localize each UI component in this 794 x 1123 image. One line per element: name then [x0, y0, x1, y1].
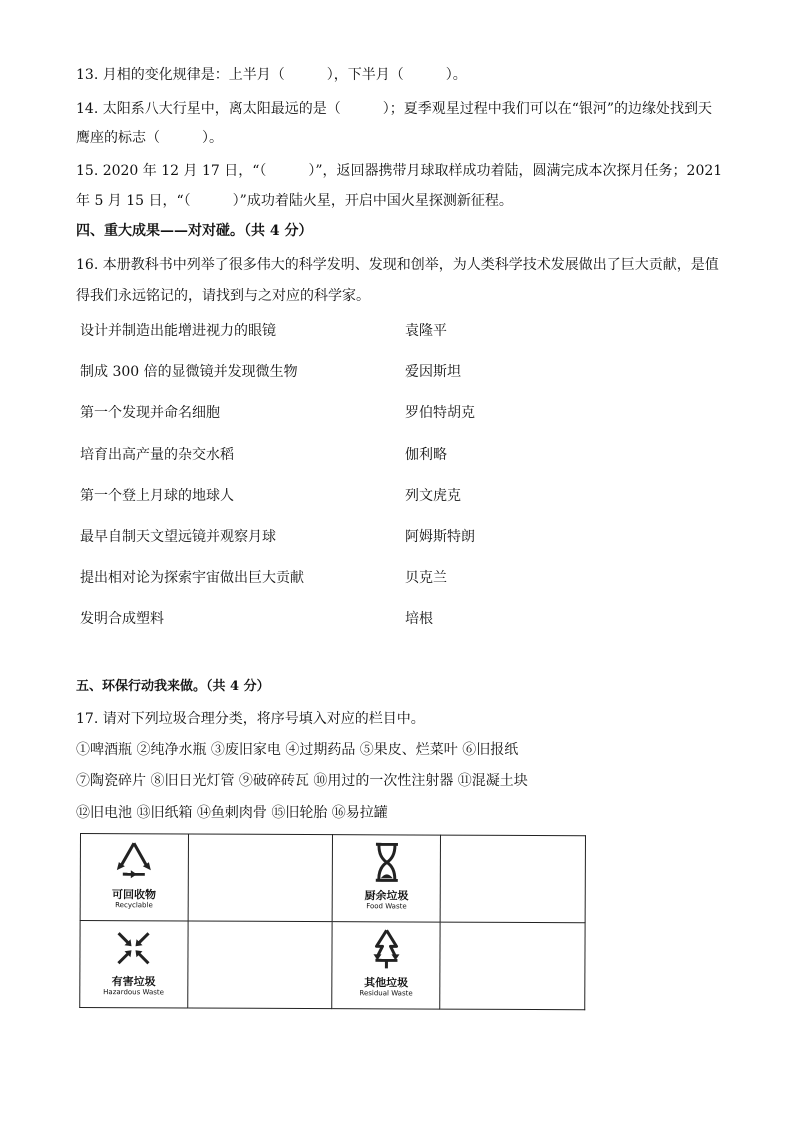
recyclable-header-cell: [80, 834, 188, 921]
achievement-item: 第一个发现并命名细胞: [80, 405, 220, 421]
residual-label: 其他垃圾: [364, 976, 409, 990]
recycle-icon: [111, 838, 157, 884]
section-4-heading: 四、重大成果——对对碰。（共 4 分）: [76, 223, 313, 239]
question-14-line-2: 鹰座的标志（ ）。: [76, 130, 223, 146]
achievement-item: 第一个登上月球的地球人: [80, 488, 234, 504]
waste-items-line-1: ①啤酒瓶 ②纯净水瓶 ③废旧家电 ④过期药品 ⑤果皮、烂菜叶 ⑥旧报纸: [76, 742, 519, 758]
scientist-item: 阿姆斯特朗: [405, 529, 475, 545]
hazardous-header-cell: [80, 921, 188, 1008]
residual-header-cell: [332, 922, 440, 1009]
food-waste-answer-cell[interactable]: [440, 835, 585, 923]
scientist-item: 罗伯特胡克: [405, 405, 475, 421]
hazardous-label-en: Hazardous Waste: [103, 988, 164, 997]
residual-icon: [363, 926, 409, 972]
achievement-item: 最早自制天文望远镜并观察月球: [80, 529, 276, 545]
achievement-item: 设计并制造出能增进视力的眼镜: [80, 323, 276, 339]
question-14-line-1: 14. 太阳系八大行星中，离太阳最远的是（ ）；夏季观星过程中我们可以在“银河”的边缘处找到天: [76, 101, 713, 117]
question-16-line-1: 16. 本册教科书中列举了很多伟大的科学发明、发现和创举，为人类科学技术发展做出了巨大贡献，是值: [76, 257, 719, 273]
achievement-item: 提出相对论为探索宇宙做出巨大贡献: [80, 570, 304, 586]
waste-items-line-3: ⑫旧电池 ⑬旧纸箱 ⑭鱼刺肉骨 ⑮旧轮胎 ⑯易拉罐: [76, 805, 388, 821]
scientist-item: 列文虎克: [405, 488, 461, 504]
hourglass-icon: [364, 839, 410, 885]
residual-answer-cell[interactable]: [440, 922, 585, 1010]
hazardous-answer-cell[interactable]: [187, 921, 332, 1009]
recyclable-answer-cell[interactable]: [188, 834, 333, 922]
waste-sort-table: [79, 833, 586, 1010]
scientist-item: 袁隆平: [405, 323, 447, 339]
question-16-line-2: 得我们永远铭记的，请找到与之对应的科学家。: [76, 288, 370, 304]
food-waste-label: 厨余垃圾: [364, 889, 409, 903]
question-15-line-2: 年 5 月 15 日，“（ ）”成功着陆火星，开启中国火星探测新征程。: [76, 193, 513, 209]
scientist-item: 培根: [405, 611, 433, 627]
achievement-item: 培育出高产量的杂交水稻: [80, 447, 234, 463]
question-13: 13. 月相的变化规律是：上半月（ ），下半月（ ）。: [76, 67, 467, 83]
scientist-item: 贝克兰: [405, 570, 447, 586]
recyclable-label-en: Recyclable: [115, 901, 153, 910]
achievement-item: 制成 300 倍的显微镜并发现微生物: [80, 364, 298, 380]
residual-label-en: Residual Waste: [359, 989, 413, 998]
hazard-arrows-icon: [111, 925, 157, 971]
question-17: 17. 请对下列垃圾合理分类，将序号填入对应的栏目中。: [76, 711, 425, 727]
recyclable-label: 可回收物: [111, 888, 157, 902]
food-waste-header-cell: [333, 835, 441, 922]
waste-items-line-2: ⑦陶瓷碎片 ⑧旧日光灯管 ⑨破碎砖瓦 ⑩用过的一次性注射器 ⑪混凝土块: [76, 773, 528, 789]
scientist-item: 爱因斯坦: [405, 364, 461, 380]
achievement-item: 发明合成塑料: [80, 611, 164, 627]
hazardous-label: 有害垃圾: [111, 975, 156, 989]
food-waste-label-en: Food Waste: [366, 902, 407, 911]
question-15-line-1: 15. 2020 年 12 月 17 日，“（ ）”，返回器携带月球取样成功着陆，圆满完成本次探月任务；2021: [76, 163, 723, 179]
section-5-heading: 五、环保行动我来做。（共 4 分）: [76, 679, 270, 694]
scientist-item: 伽利略: [405, 447, 447, 463]
